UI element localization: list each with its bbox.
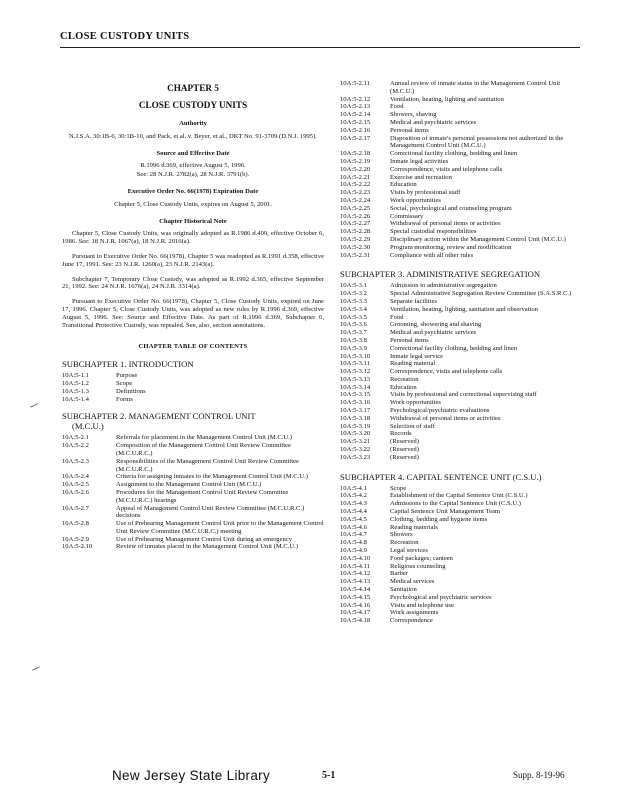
page-number: 5-1: [322, 770, 336, 781]
section-title: Special custodial responsibilities: [390, 228, 477, 236]
right-column: [340, 80, 583, 625]
toc-entry: [340, 586, 583, 594]
section-number: 10A:5-4.13: [340, 578, 371, 586]
toc-entry: [340, 415, 583, 423]
margin-mark: [30, 403, 38, 407]
authority-heading: Authority: [179, 120, 207, 127]
margin-mark: [32, 666, 40, 670]
section-title: Showers: [390, 531, 413, 539]
section-title: Visits and telephone use: [390, 601, 454, 609]
section-number: 10A:5-3.16: [340, 399, 371, 407]
section-title: Records: [390, 430, 412, 438]
toc-entry: [340, 399, 583, 407]
section-number: 10A:5-3.7: [340, 329, 367, 337]
section-title: Review of inmates placed in the Management Control Unit (M.C.U.): [116, 543, 299, 551]
section-title: Correctional facility clothing, bedding and linen: [390, 344, 518, 352]
section-number: 10A:5-3.21: [340, 438, 371, 446]
section-number: 10A:5-4.16: [340, 601, 371, 609]
toc-entry: [340, 570, 583, 578]
section-number: 10A:5-3.23: [340, 453, 371, 461]
history-paragraph: Pursuant to Executive Order No. 66(1978), Chapter 5, Close Custody Units, expired on June 17, 1996. Chapter 5, Close Custody Units, was adopted as new rules by R.1996 d.369, effective August 5, 1996. See: Source and Effective Date. As part of R.1996 d.369, Subchapter 6, Transitional Protective Custody, was repealed. See, also, section annotations.: [62, 298, 324, 329]
library-stamp: New Jersey State Library: [112, 768, 271, 783]
subchapter-2-title-text: SUBCHAPTER 2. MANAGEMENT CONTROL UNIT: [62, 411, 256, 422]
section-title: Food: [390, 103, 404, 111]
toc-entry: [340, 438, 583, 446]
section-title: Work opportunities: [390, 399, 441, 407]
section-number: 10A:5-4.3: [340, 500, 367, 508]
section-title: Inmate legal activities: [390, 157, 449, 165]
section-number: 10A:5-3.13: [340, 375, 371, 383]
section-title: Social, psychological and counseling program: [390, 204, 512, 212]
section-title: Use of Prehearing Management Control Unit during an emergency: [116, 535, 293, 543]
section-number: 10A:5-4.18: [340, 617, 371, 625]
source-line-1: R.1996 d.369, effective August 5, 1996.: [140, 162, 246, 170]
toc-entry: [340, 516, 583, 524]
section-number: 10A:5-1.1: [62, 372, 89, 380]
toc-entry: [340, 174, 583, 182]
toc-entry: [340, 539, 583, 547]
section-title: Forms: [116, 395, 133, 403]
toc-entry: [62, 520, 324, 536]
toc-entry: [340, 578, 583, 586]
section-title: Ventilation, heating, lighting, sanitation and observation: [390, 305, 538, 313]
section-number: 10A:5-3.14: [340, 383, 371, 391]
toc-entry: [340, 111, 583, 119]
section-number: 10A:5-1.4: [62, 395, 89, 403]
section-number: 10A:5-2.6: [62, 488, 89, 496]
section-number: 10A:5-4.5: [340, 515, 367, 523]
section-title: Recreation: [390, 539, 419, 547]
section-number: 10A:5-4.7: [340, 531, 367, 539]
subchapter-2-continued-list: [340, 80, 583, 259]
toc-heading: CHAPTER TABLE OF CONTENTS: [138, 343, 248, 351]
section-number: 10A:5-4.4: [340, 508, 367, 516]
toc-entry: [340, 321, 583, 329]
running-header: CLOSE CUSTODY UNITS: [60, 31, 190, 42]
toc-entry: [340, 360, 583, 368]
toc-entry: [340, 337, 583, 345]
toc-entry: [340, 353, 583, 361]
section-number: 10A:5-2.30: [340, 243, 371, 251]
toc-entry: [340, 306, 583, 314]
section-title: Work assignments: [390, 609, 439, 617]
section-number: 10A:5-2.16: [340, 126, 371, 134]
section-title: Annual review of inmate status in the Management Control Unit (M.C.U.): [390, 80, 561, 95]
section-title: Education: [390, 383, 417, 391]
subchapter-4-list: [340, 485, 583, 625]
section-number: 10A:5-4.1: [340, 484, 367, 492]
toc-entry: [62, 396, 324, 404]
section-number: 10A:5-4.10: [340, 554, 371, 562]
toc-entry: [340, 298, 583, 306]
section-number: 10A:5-2.24: [340, 196, 371, 204]
section-title: Separate facilities: [390, 297, 438, 305]
section-number: 10A:5-3.8: [340, 336, 367, 344]
section-number: 10A:5-3.11: [340, 360, 370, 368]
subchapter-1-list: [62, 372, 324, 403]
toc-entry: [340, 430, 583, 438]
section-title: Compliance with all other rules: [390, 251, 474, 259]
toc-entry: [340, 119, 583, 127]
section-title: Disposition of inmate's personal possessions not authorized in the Management Control Unit (M.C.U.): [390, 134, 564, 150]
toc-entry: [340, 345, 583, 353]
section-title: Scope: [116, 379, 133, 387]
toc-entry: [340, 524, 583, 532]
section-number: 10A:5-4.2: [340, 492, 367, 500]
subchapter-3-title: SUBCHAPTER 3. ADMINISTRATIVE SEGREGATION: [340, 269, 541, 280]
section-number: 10A:5-2.9: [62, 535, 89, 543]
toc-entry: [340, 189, 583, 197]
toc-entry: [340, 617, 583, 625]
section-title: Legal services: [390, 547, 428, 555]
section-number: 10A:5-2.25: [340, 204, 371, 212]
section-title: Ventilation, heating, lighting and sanitation: [390, 95, 504, 103]
section-number: 10A:5-2.1: [62, 434, 89, 442]
section-number: 10A:5-2.7: [62, 504, 89, 512]
toc-entry: [62, 442, 324, 458]
section-title: (Reserved): [390, 453, 419, 461]
section-number: 10A:5-2.14: [340, 111, 371, 119]
toc-entry: [340, 236, 583, 244]
section-title: Grooming, showering and shaving: [390, 321, 482, 329]
section-number: 10A:5-2.23: [340, 189, 371, 197]
toc-entry: [340, 127, 583, 135]
history-paragraph: Subchapter 7, Temporary Close Custody, was adopted as R.1992 d.365, effective September 21, 1992. See: 24 N.J.R. 1676(a), 24 N.J.R. 3314(a).: [62, 275, 324, 291]
section-number: 10A:5-2.3: [62, 457, 89, 465]
section-title: Definitions: [116, 387, 146, 395]
section-number: 10A:5-2.21: [340, 173, 371, 181]
section-number: 10A:5-4.14: [340, 586, 371, 594]
section-title: Religious counseling: [390, 562, 446, 570]
toc-entry: [340, 314, 583, 322]
section-title: Correspondence, visits and telephone calls: [390, 368, 503, 376]
section-title: Commissary: [390, 212, 424, 220]
section-title: (Reserved): [390, 446, 419, 454]
section-number: 10A:5-2.17: [340, 134, 371, 142]
toc-entry: [340, 282, 583, 290]
section-number: 10A:5-3.19: [340, 422, 371, 430]
history-heading: Chapter Historical Note: [159, 217, 227, 225]
subchapter-2-title-cont: (M.C.U.): [72, 421, 104, 432]
section-number: 10A:5-2.5: [62, 481, 89, 489]
section-number: 10A:5-3.1: [340, 282, 367, 290]
section-title: Scope: [390, 484, 407, 492]
section-title: Procedures for the Management Control Unit Review Committee (M.C.U.R.C.) hearings: [116, 488, 289, 504]
section-number: 10A:5-2.2: [62, 442, 89, 450]
section-number: 10A:5-4.15: [340, 593, 371, 601]
section-title: Clothing, bedding and hygiene items: [390, 515, 488, 523]
section-number: 10A:5-2.20: [340, 165, 371, 173]
toc-entry: [62, 481, 324, 489]
section-number: 10A:5-4.6: [340, 523, 367, 531]
section-title: Education: [390, 181, 417, 189]
section-title: Personal items: [390, 336, 429, 344]
section-title: Personal items: [390, 126, 429, 134]
history-paragraph: Chapter 5, Close Custody Units, was originally adopted as R.1986 d.409, effective October 6, 1986. See: 18 N.J.R. 1067(a), 18 N.J.R. 2016(a).: [62, 230, 324, 246]
section-title: Disciplinary action within the Management Control Unit (M.C.U.): [390, 235, 566, 243]
section-number: 10A:5-2.28: [340, 228, 371, 236]
toc-entry: [62, 458, 324, 474]
section-number: 10A:5-2.19: [340, 157, 371, 165]
toc-entry: [62, 489, 324, 505]
toc-entry: [340, 384, 583, 392]
section-title: Psychological/psychiatric evaluations: [390, 407, 490, 415]
toc-entry: [340, 492, 583, 500]
section-title: Medical and psychiatric services: [390, 329, 477, 337]
section-title: Responsibilities of the Management Control Unit Review Committee (M.C.U.R.C.): [116, 457, 299, 473]
toc-entry: [340, 391, 583, 399]
section-number: 10A:5-4.12: [340, 570, 371, 578]
section-title: Medical services: [390, 578, 435, 586]
toc-entry: [340, 228, 583, 236]
section-number: 10A:5-3.9: [340, 344, 367, 352]
toc-entry: [340, 563, 583, 571]
section-title: Program monitoring, review and modification: [390, 243, 512, 251]
toc-entry: [340, 220, 583, 228]
toc-entry: [340, 454, 583, 462]
section-title: Purpose: [116, 372, 138, 380]
toc-entry: [62, 434, 324, 442]
section-number: 10A:5-2.18: [340, 150, 371, 158]
section-title: Appeal of Management Control Unit Review Committee (M.C.U.R.C.) decisions: [116, 504, 305, 520]
eo-text: Chapter 5, Close Custody Units, expires on August 5, 2001.: [114, 200, 272, 208]
toc-entry: [340, 485, 583, 493]
section-title: Admissions to the Capital Sentence Unit (C.S.U.): [390, 500, 521, 508]
toc-entry: [62, 372, 324, 380]
section-number: 10A:5-2.13: [340, 103, 371, 111]
section-title: Inmate legal service: [390, 352, 444, 360]
section-number: 10A:5-3.10: [340, 352, 371, 360]
section-number: 10A:5-3.12: [340, 368, 371, 376]
section-number: 10A:5-2.22: [340, 181, 371, 189]
section-number: 10A:5-2.12: [340, 95, 371, 103]
eo-heading: Executive Order No. 66(1978) Expiration Date: [127, 187, 259, 195]
section-number: 10A:5-2.4: [62, 473, 89, 481]
toc-entry: [62, 505, 324, 521]
section-title: Withdrawal of personal items or activities: [390, 220, 501, 228]
section-title: Establishment of the Capital Sentence Unit (C.S.U.): [390, 492, 528, 500]
toc-entry: [340, 213, 583, 221]
section-number: 10A:5-1.2: [62, 379, 89, 387]
section-number: 10A:5-2.8: [62, 520, 89, 528]
toc-entry: [340, 80, 583, 96]
section-title: Work opportunities: [390, 196, 441, 204]
section-number: 10A:5-2.11: [340, 80, 370, 87]
toc-entry: [340, 181, 583, 189]
source-heading: Source and Effective Date: [156, 149, 230, 157]
toc-entry: [62, 380, 324, 388]
subchapter-4-title: SUBCHAPTER 4. CAPITAL SENTENCE UNIT (C.S.U.): [340, 471, 542, 482]
section-number: 10A:5-3.2: [340, 290, 367, 298]
toc-entry: [340, 531, 583, 539]
toc-entry: [340, 150, 583, 158]
section-number: 10A:5-3.20: [340, 430, 371, 438]
toc-entry: [340, 252, 583, 260]
toc-entry: [340, 158, 583, 166]
section-number: 10A:5-2.26: [340, 212, 371, 220]
toc-entry: [340, 96, 583, 104]
section-title: Correctional facility clothing, bedding and linen: [390, 150, 518, 158]
section-number: 10A:5-3.17: [340, 407, 371, 415]
toc-entry: [340, 423, 583, 431]
subchapter-3-list: [340, 282, 583, 461]
chapter-title: CLOSE CUSTODY UNITS: [138, 100, 248, 110]
section-number: 10A:5-2.27: [340, 220, 371, 228]
subchapter-1-title: SUBCHAPTER 1. INTRODUCTION: [62, 359, 194, 370]
section-title: Correspondence, visits and telephone calls: [390, 165, 503, 173]
toc-entry: [340, 547, 583, 555]
section-number: 10A:5-4.8: [340, 539, 367, 547]
section-title: Food packages; canteen: [390, 554, 453, 562]
section-title: (Reserved): [390, 438, 419, 446]
section-title: Composition of the Management Control Unit Review Committee (M.C.U.R.C.): [116, 442, 291, 457]
section-title: Admission to administrative segregation: [390, 282, 497, 290]
section-number: 10A:5-3.15: [340, 391, 371, 399]
left-column: [62, 82, 324, 551]
toc-entry: [340, 205, 583, 213]
header-rule: [60, 47, 580, 48]
toc-entry: [340, 103, 583, 111]
section-title: Exercise and recreation: [390, 173, 452, 181]
toc-entry: [62, 473, 324, 481]
toc-entry: [340, 244, 583, 252]
toc-entry: [340, 135, 583, 151]
section-title: Barber: [390, 570, 408, 578]
section-number: 10A:5-3.3: [340, 297, 367, 305]
section-number: 10A:5-2.29: [340, 235, 371, 243]
section-title: Sanitation: [390, 586, 417, 594]
toc-entry: [340, 508, 583, 516]
section-title: Recreation: [390, 375, 419, 383]
subchapter-2-title: [62, 411, 324, 431]
supplement-date: Supp. 8-19-96: [513, 770, 565, 780]
section-title: Reading materials: [390, 523, 438, 531]
toc-entry: [62, 388, 324, 396]
section-title: Food: [390, 313, 404, 321]
section-title: Assignment to the Management Control Unit (M.C.U.): [116, 481, 262, 489]
section-title: Referrals for placement in the Management Control Unit (M.C.U.): [116, 434, 292, 442]
section-number: 10A:5-3.6: [340, 321, 367, 329]
section-title: Showers, shaving: [390, 111, 437, 119]
authority-text: N.J.S.A. 30:1B-6, 30:1B-10, and Pack, et al. v. Beyer, et al., DKT No. 91-3709 (D.N.J. 1995).: [69, 132, 317, 140]
section-number: 10A:5-3.4: [340, 305, 367, 313]
section-title: Use of Prehearing Management Control Unit prior to the Management Control Unit Review Committee (M.C.U.R.C.) meeting: [116, 520, 324, 535]
toc-entry: [340, 446, 583, 454]
toc-entry: [340, 594, 583, 602]
section-number: 10A:5-3.18: [340, 414, 371, 422]
toc-entry: [340, 602, 583, 610]
toc-entry: [340, 407, 583, 415]
section-number: 10A:5-2.15: [340, 118, 371, 126]
section-number: 10A:5-3.22: [340, 446, 371, 454]
toc-entry: [340, 329, 583, 337]
section-title: Selection of staff: [390, 422, 435, 430]
section-title: Visits by professional and correctional supervising staff: [390, 391, 537, 399]
section-title: Psychological and psychiatric services: [390, 593, 492, 601]
toc-entry: [62, 543, 324, 551]
section-title: Correspondence: [390, 617, 433, 625]
source-line-2: See: 28 N.J.R. 2782(a), 28 N.J.R. 3791(b).: [136, 171, 250, 179]
section-title: Criteria for assigning inmates to the Management Control Unit (M.C.U.): [116, 473, 308, 481]
section-title: Visits by professional staff: [390, 189, 461, 197]
toc-entry: [340, 368, 583, 376]
toc-entry: [340, 555, 583, 563]
toc-entry: [340, 290, 583, 298]
section-number: 10A:5-4.17: [340, 609, 371, 617]
toc-entry: [340, 376, 583, 384]
toc-entry: [340, 609, 583, 617]
toc-entry: [340, 500, 583, 508]
section-title: Capital Sentence Unit Management Team: [390, 508, 501, 516]
subchapter-2-list: [62, 434, 324, 551]
history-paragraph: Pursuant to Executive Order No. 66(1978), Chapter 5 was readopted as R.1991 d.358, effective June 17, 1991. See: 23 N.J.R. 1260(a), 23 N.J.R. 2143(a).: [62, 252, 324, 268]
section-number: 10A:5-4.9: [340, 547, 367, 555]
section-number: 10A:5-3.5: [340, 313, 367, 321]
chapter-number: CHAPTER 5: [167, 83, 219, 93]
section-title: Special Administrative Segregation Review Committee (S.A.S.R.C.): [390, 290, 572, 298]
toc-entry: [340, 166, 583, 174]
section-title: Withdrawal of personal items or activities: [390, 414, 501, 422]
section-title: Medical and psychiatric services: [390, 118, 477, 126]
section-number: 10A:5-1.3: [62, 387, 89, 395]
section-number: 10A:5-4.11: [340, 562, 370, 570]
section-number: 10A:5-2.10: [62, 543, 93, 551]
toc-entry: [62, 536, 324, 544]
section-title: Reading material: [390, 360, 436, 368]
section-number: 10A:5-2.31: [340, 251, 371, 259]
toc-entry: [340, 197, 583, 205]
